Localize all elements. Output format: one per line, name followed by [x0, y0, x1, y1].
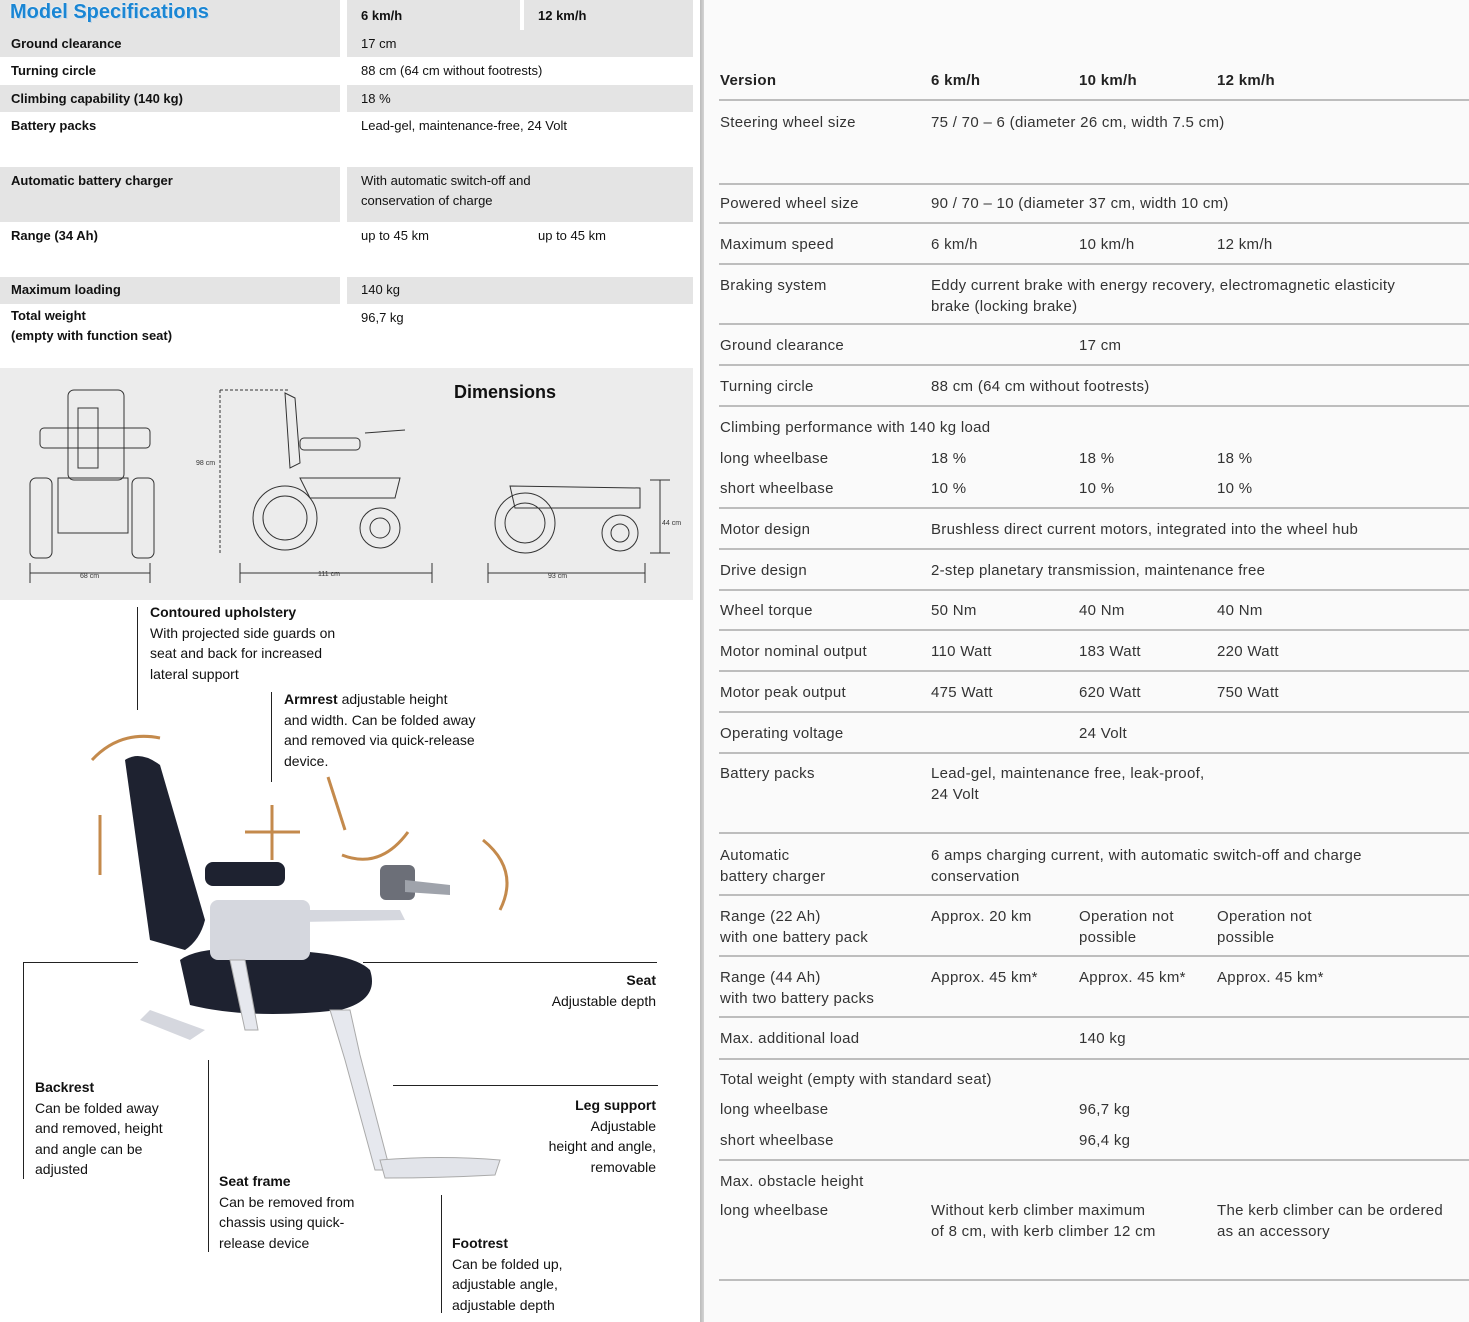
spec-title: Model Specifications [10, 1, 209, 23]
braking-line2: brake (locking brake) [931, 298, 1078, 315]
obstacle-c3a: The kerb climber can be ordered [1217, 1202, 1444, 1219]
range22-c2a: Operation not [1079, 908, 1174, 925]
nominal-c2: 183 Watt [1079, 643, 1141, 660]
climbing-short-c2: 10 % [1079, 480, 1115, 497]
row-divider [719, 752, 1469, 754]
weight-long-value: 96,7 kg [1079, 1101, 1131, 1118]
header-6kmh: 6 km/h [931, 72, 981, 89]
nominal-c3: 220 Watt [1217, 643, 1279, 660]
callout-armrest: Armrest adjustable height and width. Can be folded away and removed via quick-release device. [284, 691, 476, 769]
climbing-label: Climbing performance with 140 kg load [720, 419, 991, 436]
spec-col-6: 6 km/h [361, 8, 403, 23]
battery-line2: 24 Volt [931, 786, 979, 803]
range22-label2: with one battery pack [720, 929, 869, 946]
climbing-long-c1: 18 % [931, 450, 967, 467]
callout-contoured-upholstery: Contoured upholstery With projected side guards on seat and back for increased lateral support [150, 604, 336, 682]
voltage-value: 24 Volt [1079, 725, 1127, 742]
charger-line1: 6 amps charging current, with automatic switch-off and charge [931, 847, 1362, 864]
motor-design-value: Brushless direct current motors, integrated into the wheel hub [931, 521, 1359, 538]
seat-leader [363, 962, 657, 963]
obstacle-c1a: Without kerb climber maximum [931, 1202, 1146, 1219]
torque-c1: 50 Nm [931, 602, 977, 619]
charger-line2: conservation [931, 868, 1020, 885]
dim-folded-length-label: 93 cm [548, 573, 568, 580]
obstacle-c1b: of 8 cm, with kerb climber 12 cm [931, 1223, 1156, 1240]
nominal-label: Motor nominal output [720, 643, 867, 660]
weight-short-label: short wheelbase [720, 1132, 834, 1149]
maxspeed-label: Maximum speed [720, 236, 834, 253]
climbing-short-c1: 10 % [931, 480, 967, 497]
powered-label: Powered wheel size [720, 195, 859, 212]
motor-design-label: Motor design [720, 521, 811, 538]
steering-value: 75 / 70 – 6 (diameter 26 cm, width 7.5 cm) [931, 114, 1225, 131]
obstacle-c3b: as an accessory [1217, 1223, 1330, 1240]
ground-label: Ground clearance [720, 337, 845, 354]
row-divider [719, 183, 1469, 185]
maxspeed-c1: 6 km/h [931, 236, 978, 253]
spec-col-12: 12 km/h [538, 8, 587, 23]
range44-label2: with two battery packs [720, 990, 875, 1007]
braking-line1: Eddy current brake with energy recovery, electromagnetic elasticity [931, 277, 1396, 294]
turning-value: 88 cm (64 cm without footrests) [931, 378, 1150, 395]
header-12kmh: 12 km/h [1217, 72, 1275, 89]
callout-leg-support: Leg support Adjustable height and angle, removable [548, 1097, 656, 1175]
side-view-drawing [220, 390, 432, 583]
row-divider [719, 1279, 1469, 1281]
turning-label: Turning circle [720, 378, 814, 395]
maxspeed-c3: 12 km/h [1217, 236, 1273, 253]
dim-width-label: 68 cm [80, 573, 100, 580]
backrest-leader-h [23, 962, 138, 963]
climbing-long-c2: 18 % [1079, 450, 1115, 467]
seat-frame-leader [208, 1060, 209, 1252]
left-brochure-page [0, 0, 700, 1322]
callout-footrest: Footrest Can be folded up, adjustable angle, adjustable depth [452, 1235, 563, 1313]
front-view-drawing [30, 390, 154, 583]
dim-folded-height-label: 44 cm [662, 520, 682, 527]
dim-height-label: 98 cm [196, 460, 216, 467]
footrest-leader [441, 1195, 442, 1313]
callout-seat: Seat Adjustable depth [551, 972, 656, 1009]
spec-row: Total weight (empty with function seat) 96,7 kg [11, 308, 404, 343]
range22-c2b: possible [1079, 929, 1137, 946]
row-divider [719, 364, 1469, 366]
range44-c3: Approx. 45 km* [1217, 969, 1324, 986]
row-divider [719, 894, 1469, 896]
range22-label1: Range (22 Ah) [720, 908, 821, 925]
spec-row: Turning circle 88 cm (64 cm without footrests) [11, 63, 543, 78]
torque-c2: 40 Nm [1079, 602, 1125, 619]
peak-c3: 750 Watt [1217, 684, 1279, 701]
obstacle-label: Max. obstacle height [720, 1173, 864, 1190]
row-divider [719, 1159, 1469, 1161]
braking-label: Braking system [720, 277, 827, 294]
callout-seat-frame: Seat frame Can be removed from chassis using quick- release device [219, 1173, 355, 1251]
row-divider [719, 263, 1469, 265]
climbing-short-c3: 10 % [1217, 480, 1253, 497]
battery-label: Battery packs [720, 765, 815, 782]
dimension-drawings [0, 368, 693, 600]
row-divider [719, 629, 1469, 631]
peak-c2: 620 Watt [1079, 684, 1141, 701]
dim-length-label: 111 cm [318, 571, 340, 578]
header-10kmh: 10 km/h [1079, 72, 1137, 89]
spec-row: Climbing capability (140 kg) 18 % [0, 85, 693, 112]
range44-c2: Approx. 45 km* [1079, 969, 1186, 986]
weight-label: Total weight (empty with standard seat) [720, 1071, 992, 1088]
row-divider [719, 323, 1469, 325]
powered-value: 90 / 70 – 10 (diameter 37 cm, width 10 cm) [931, 195, 1229, 212]
row-divider [719, 507, 1469, 509]
charger-label2: battery charger [720, 868, 826, 885]
torque-c3: 40 Nm [1217, 602, 1263, 619]
spec-row: Battery packs Lead-gel, maintenance-free, 24 Volt [11, 118, 567, 133]
callout-backrest: Backrest Can be folded away and removed, height and angle can be adjusted [35, 1079, 163, 1177]
row-divider [719, 711, 1469, 713]
row-divider [719, 548, 1469, 550]
climbing-short-label: short wheelbase [720, 480, 834, 497]
torque-label: Wheel torque [720, 602, 813, 619]
backrest-leader-v [23, 962, 24, 1179]
climbing-long-c3: 18 % [1217, 450, 1253, 467]
row-divider [719, 955, 1469, 957]
range22-c3b: possible [1217, 929, 1275, 946]
battery-line1: Lead-gel, maintenance free, leak-proof, [931, 765, 1205, 782]
spec-row: Range (34 Ah) up to 45 km up to 45 km [11, 228, 606, 243]
voltage-label: Operating voltage [720, 725, 844, 742]
header-version: Version [720, 72, 777, 89]
upholstery-leader [137, 607, 138, 710]
range22-c1: Approx. 20 km [931, 908, 1032, 925]
spec-row: Ground clearance 17 cm [0, 30, 693, 57]
dimensions-title: Dimensions [454, 382, 557, 402]
row-divider [719, 589, 1469, 591]
weight-long-label: long wheelbase [720, 1101, 829, 1118]
row-divider [719, 1058, 1469, 1060]
maxload-label: Max. additional load [720, 1030, 860, 1047]
dimensions-panel [0, 368, 693, 600]
peak-c1: 475 Watt [931, 684, 993, 701]
range22-c3a: Operation not [1217, 908, 1312, 925]
steering-label: Steering wheel size [720, 114, 856, 131]
weight-short-value: 96,4 kg [1079, 1132, 1131, 1149]
range44-c1: Approx. 45 km* [931, 969, 1038, 986]
drive-design-label: Drive design [720, 562, 807, 579]
obstacle-sub: long wheelbase [720, 1202, 829, 1219]
climbing-long-label: long wheelbase [720, 450, 829, 467]
folded-view-drawing [488, 480, 670, 583]
leg-support-leader [393, 1085, 658, 1086]
spec-row: Maximum loading 140 kg [0, 277, 693, 304]
maxspeed-c2: 10 km/h [1079, 236, 1135, 253]
range44-label1: Range (44 Ah) [720, 969, 821, 986]
row-divider [719, 832, 1469, 834]
row-divider [719, 1016, 1469, 1018]
nominal-c1: 110 Watt [931, 643, 992, 660]
peak-label: Motor peak output [720, 684, 847, 701]
row-divider [719, 222, 1469, 224]
row-divider [719, 670, 1469, 672]
armrest-leader [271, 692, 272, 782]
row-divider [719, 99, 1469, 101]
ground-value: 17 cm [1079, 337, 1122, 354]
maxload-value: 140 kg [1079, 1030, 1126, 1047]
charger-label1: Automatic [720, 847, 790, 864]
row-divider [719, 405, 1469, 407]
spec-row: Automatic battery charger With automatic switch-off and conservation of charge [0, 167, 693, 222]
drive-design-value: 2-step planetary transmission, maintenance free [931, 562, 1266, 579]
